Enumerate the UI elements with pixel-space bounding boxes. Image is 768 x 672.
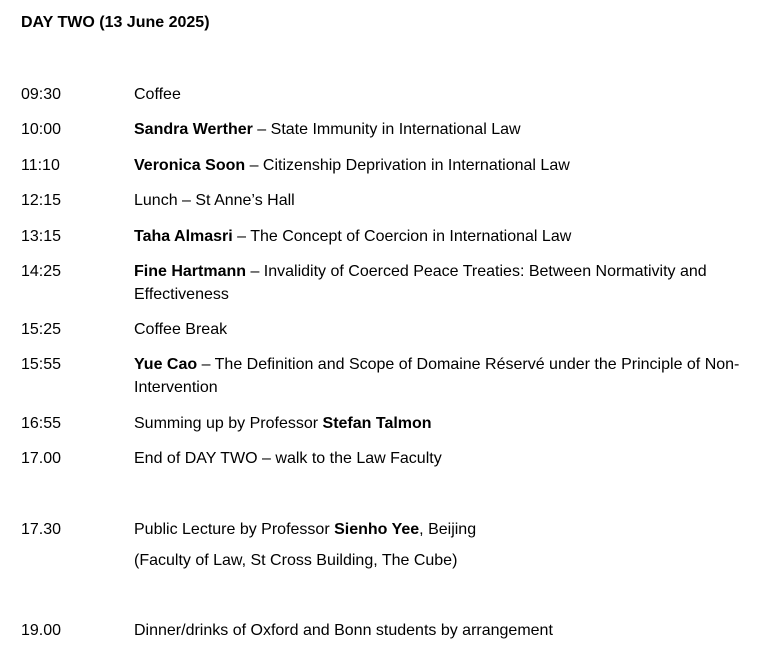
talk-title: – State Immunity in International Law [252,121,521,138]
speaker-name: Fine Hartmann [134,263,247,280]
venue-note: (Faculty of Law, St Cross Building, The Cube) [134,552,458,569]
speaker-name: Veronica Soon [134,157,246,174]
talk-title: – Invalidity of Coerced Peace Treaties: Between Normativity and Effectiveness [134,263,707,303]
page-title: DAY TWO (13 June 2025) [21,14,210,31]
session-description [134,260,744,306]
session-description [134,225,744,248]
talk-title: – The Definition and Scope of Domaine Réservé under the Principle of Non-Intervention [134,356,740,396]
time-label: 10:00 [21,121,62,138]
session-description [134,412,744,435]
time-label: 17.00 [21,450,62,467]
session-prefix: Summing up by Professor [134,415,323,432]
time-label: 16:55 [21,415,62,432]
session-description [134,447,744,470]
time-label: 15:55 [21,356,62,373]
session-prefix: Public Lecture by Professor [134,521,335,538]
talk-title: – The Concept of Coercion in International Law [232,228,572,245]
speaker-name: Yue Cao [134,356,198,373]
session-description [134,83,744,106]
speaker-name: Sandra Werther [134,121,253,138]
session-text: Lunch – St Anne’s Hall [134,192,295,209]
session-description [134,189,744,212]
time-label: 15:25 [21,321,62,338]
session-description [134,318,744,341]
time-label: 14:25 [21,263,62,280]
time-label: 12:15 [21,192,62,209]
session-suffix: , Beijing [419,521,477,538]
session-description [134,118,744,141]
speaker-name: Sienho Yee [334,521,420,538]
time-label: 09:30 [21,86,62,103]
session-text: Coffee [134,86,181,103]
session-text: Coffee Break [134,321,228,338]
time-label: 11:10 [21,157,60,174]
session-description [134,154,744,177]
session-description [134,353,744,399]
speaker-name: Taha Almasri [134,228,233,245]
session-text: End of DAY TWO – walk to the Law Faculty [134,450,442,467]
session-text: Dinner/drinks of Oxford and Bonn students by arrangement [134,622,553,639]
time-label: 17.30 [21,521,62,538]
session-description [134,518,744,541]
time-label: 19.00 [21,622,62,639]
time-label: 13:15 [21,228,62,245]
session-description [134,619,744,642]
speaker-name: Stefan Talmon [322,415,432,432]
talk-title: – Citizenship Deprivation in International Law [245,157,570,174]
